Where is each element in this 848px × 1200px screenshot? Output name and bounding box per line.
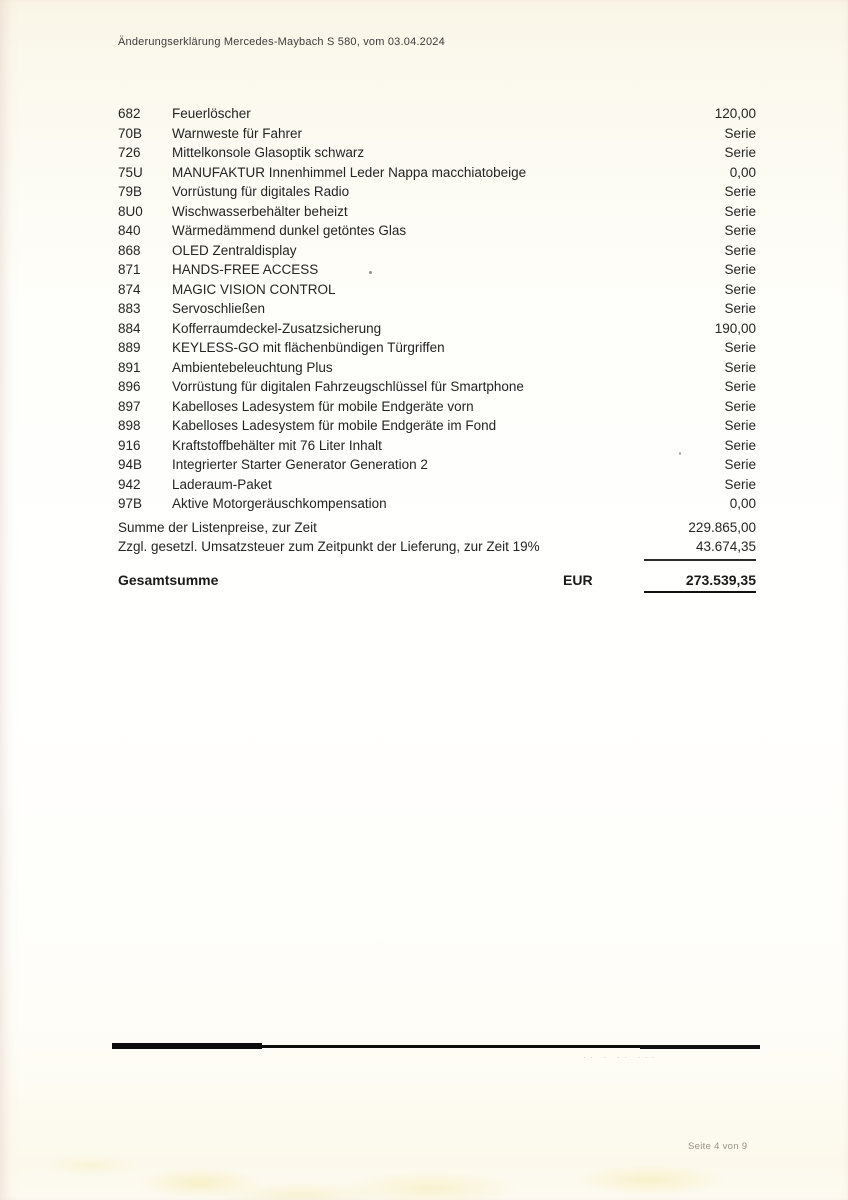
table-row [118, 377, 756, 397]
document-title: Änderungserklärung Mercedes-Maybach S 580, vom 03.04.2024 [118, 36, 445, 48]
page-number: Seite 4 von 9 [688, 1141, 748, 1152]
option-description: Ambientebeleuchtung Plus [172, 359, 333, 375]
option-price: Serie [724, 145, 756, 160]
option-code: 916 [118, 437, 141, 453]
option-code: 70B [118, 125, 143, 141]
grand-total-label: Gesamtsumme [118, 571, 219, 588]
option-code: 94B [118, 457, 143, 472]
vat-value: 43.674,35 [644, 537, 756, 561]
scan-artifact-marks: ·· · ·· ··· [583, 1052, 659, 1062]
table-row [118, 280, 756, 300]
table-row [118, 299, 756, 319]
table-row [118, 397, 756, 417]
option-code: 726 [118, 145, 141, 160]
table-row [118, 358, 756, 378]
options-table [118, 104, 756, 514]
option-description: Servoschließen [172, 301, 266, 316]
grand-total-value: 273.539,35 [644, 572, 756, 593]
option-description: HANDS-FREE ACCESS [172, 262, 319, 277]
option-description: Vorrüstung für digitales Radio [172, 184, 350, 199]
option-price: Serie [724, 398, 756, 414]
option-code: 75U [118, 164, 143, 180]
vat-row [118, 537, 756, 561]
option-description: MANUFAKTUR Innenhimmel Leder Nappa macchiatobeige [172, 164, 527, 180]
option-code: 682 [118, 106, 141, 121]
table-row [118, 319, 756, 339]
option-code: 874 [118, 281, 141, 297]
option-code: 891 [118, 359, 141, 375]
option-code: 896 [118, 379, 141, 394]
option-description: Wischwasserbehälter beheizt [172, 203, 348, 219]
option-price: Serie [724, 476, 756, 492]
option-description: Kraftstoffbehälter mit 76 Liter Inhalt [172, 437, 382, 453]
table-row [118, 143, 756, 163]
option-description: MAGIC VISION CONTROL [172, 281, 336, 297]
option-description: Warnweste für Fahrer [172, 125, 303, 141]
option-code: 884 [118, 320, 141, 336]
table-row [118, 124, 756, 144]
option-description: Kofferraumdeckel-Zusatzsicherung [172, 320, 382, 336]
table-row [118, 455, 756, 475]
table-row [118, 182, 756, 202]
summary-section [118, 518, 756, 593]
grand-total-row [118, 572, 756, 593]
option-price: Serie [724, 184, 756, 199]
option-code: 97B [118, 496, 143, 511]
option-price: 190,00 [714, 320, 756, 336]
table-row [118, 163, 756, 183]
vat-label: Zzgl. gesetzl. Umsatzsteuer zum Zeitpunkt der Lieferung, zur Zeit 19% [118, 539, 540, 554]
option-code: 883 [118, 301, 141, 316]
option-price: Serie [724, 281, 756, 297]
footer-rule [112, 1045, 760, 1048]
option-price: 0,00 [729, 164, 756, 180]
option-price: Serie [724, 379, 756, 394]
option-code: 8U0 [118, 203, 143, 219]
option-description: KEYLESS-GO mit flächenbündigen Türgriffen [172, 340, 445, 355]
option-price: Serie [724, 301, 756, 316]
option-description: OLED Zentraldisplay [172, 242, 297, 258]
option-description: Mittelkonsole Glasoptik schwarz [172, 145, 365, 160]
option-price: Serie [724, 125, 756, 141]
option-code: 889 [118, 340, 141, 355]
table-row [118, 221, 756, 241]
option-price: Serie [724, 340, 756, 355]
table-row [118, 416, 756, 436]
option-price: Serie [724, 203, 756, 219]
table-row [118, 494, 756, 514]
scan-artifact-dot [679, 452, 681, 455]
currency-label: EUR [563, 571, 593, 588]
document-body [118, 104, 756, 593]
option-code: 897 [118, 398, 141, 414]
option-price: Serie [724, 223, 756, 238]
option-description: Feuerlöscher [172, 106, 251, 121]
option-description: Kabelloses Ladesystem für mobile Endgeräte vorn [172, 398, 474, 414]
option-price: Serie [724, 418, 756, 433]
option-description: Integrierter Starter Generator Generation 2 [172, 457, 428, 472]
option-code: 840 [118, 223, 141, 238]
option-description: Kabelloses Ladesystem für mobile Endgeräte im Fond [172, 418, 497, 433]
subtotal-label: Summe der Listenpreise, zur Zeit [118, 519, 317, 535]
option-price: 120,00 [714, 106, 756, 121]
table-row [118, 260, 756, 280]
option-code: 868 [118, 242, 141, 258]
subtotal-row [118, 518, 756, 538]
table-row [118, 202, 756, 222]
option-description: Vorrüstung für digitalen Fahrzeugschlüssel für Smartphone [172, 379, 524, 394]
option-price: Serie [724, 262, 756, 277]
table-row [118, 104, 756, 124]
option-code: 79B [118, 184, 143, 199]
table-row [118, 338, 756, 358]
table-row [118, 241, 756, 261]
option-code: 942 [118, 476, 141, 492]
option-description: Wärmedämmend dunkel getöntes Glas [172, 223, 407, 238]
subtotal-value: 229.865,00 [688, 519, 756, 535]
option-code: 871 [118, 262, 141, 277]
table-row [118, 475, 756, 495]
option-code: 898 [118, 418, 141, 433]
option-price: Serie [724, 457, 756, 472]
option-price: 0,00 [729, 496, 756, 511]
table-row [118, 436, 756, 456]
option-description: Laderaum-Paket [172, 476, 272, 492]
option-description: Aktive Motorgeräuschkompensation [172, 496, 387, 511]
option-price: Serie [724, 242, 756, 258]
option-price: Serie [724, 437, 756, 453]
scan-artifact-dot [369, 271, 372, 274]
option-price: Serie [724, 359, 756, 375]
